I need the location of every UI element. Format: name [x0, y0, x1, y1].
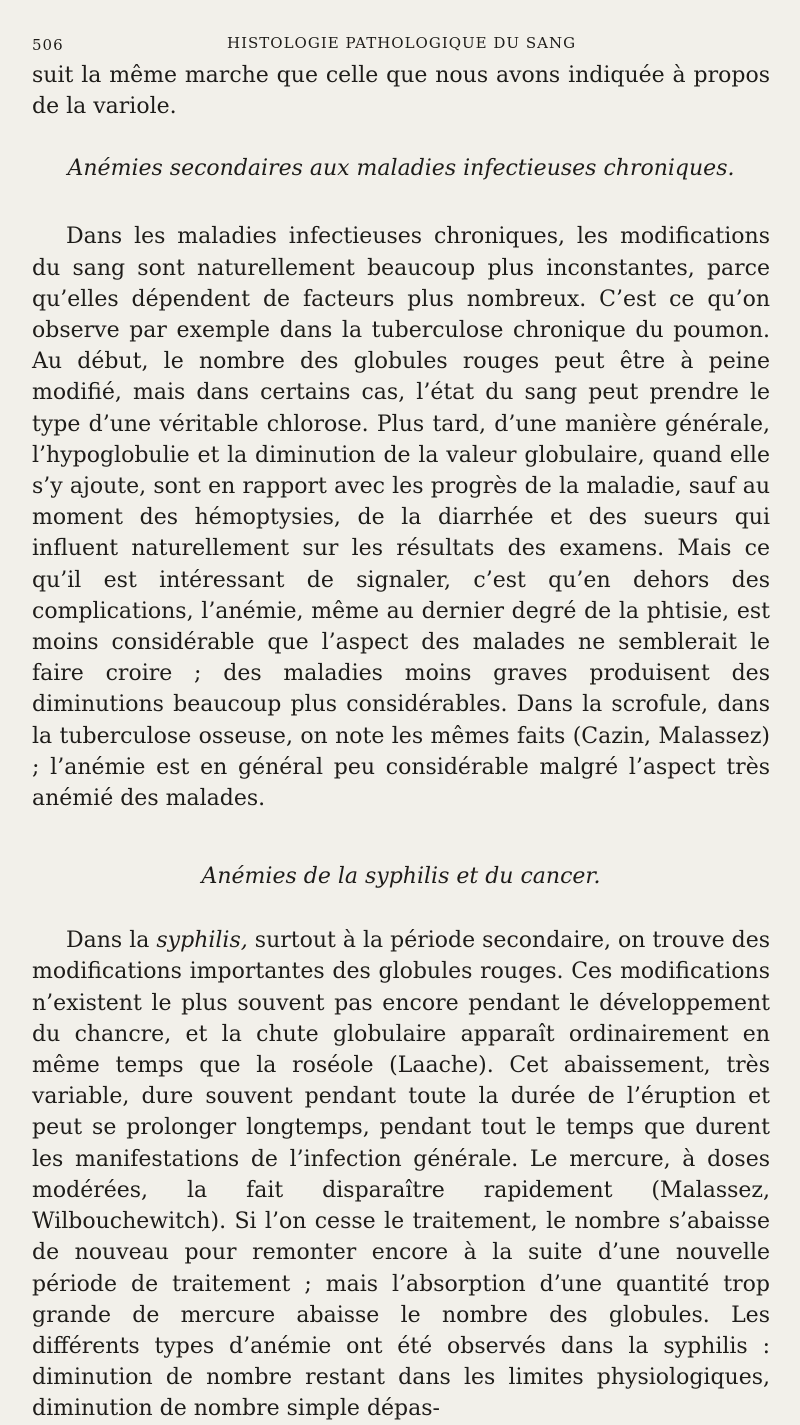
paragraph-syphilis-rest: surtout à la période secondaire, on trouve des modifications importantes des globules rouges. Ces modifications n’existent le plus souvent pas encore pendant le développement du chancre, et la chute globulaire apparaît ordinairement en même temps que la roséole (Laache). Cet abaissement, très variable, dure souvent pendant toute la durée de l’éruption et peut se prolonger longtemps, pendant tout le temps que durent les manifestations de l’infection générale. Le mercure, à doses modérées, la fait disparaître rapidement (Malassez, Wilbouchewitch). Si l’on cesse le traitement, le nombre s’abaisse de nouveau pour remonter encore à la suite d’une nouvelle période de traitement ; mais l’absorption d’une quantité trop grande de mercure abaisse le nombre des globules. Les différents types d’anémie ont été observés dans la syphilis : diminution de nombre restant dans les limites physiologiques, diminution de nombre simple dépas-	[32, 928, 771, 1422]
running-title: HISTOLOGIE PATHOLOGIQUE DU SANG	[227, 34, 577, 52]
paragraph-chronic-infections: Dans les maladies infectieuses chroniques, les modifications du sang sont naturellement beaucoup plus inconstantes, parce qu’elles dépendent de facteurs plus nombreux. C’est ce qu’on observe par exemple dans la tuberculose chronique du poumon. Au début, le nombre des globules rouges peut être à peine modifié, mais dans certains cas, l’état du sang peut prendre le type d’une véritable chlorose. Plus tard, d’une manière générale, l’hypoglobulie et la diminution de la valeur globulaire, quand elle s’y ajoute, sont en rapport avec les progrès de la maladie, sauf au moment des hémoptysies, de la diarrhée et des sueurs qui influent naturellement sur les résultats des examens. Mais ce qu’il est intéressant de signaler, c’est qu’en dehors des complications, l’anémie, même au dernier degré de la phtisie, est moins considérable que l’aspect des malades ne semblerait le faire croire ; des maladies moins graves produisent des diminutions beaucoup plus considérables. Dans la scrofule, dans la tuberculose osseuse, on note les mêmes faits (Cazin, Malassez) ; l’anémie est en général peu considérable malgré l’aspect très anémié des malades.	[32, 224, 770, 812]
section-heading-syphilis-cancer: Anémies de la syphilis et du cancer.	[201, 864, 601, 890]
section-heading-chronic-infections: Anémies secondaires aux maladies infectieuses chroniques.	[67, 156, 735, 182]
syphilis-emphasis: syphilis,	[156, 928, 248, 954]
paragraph-syphilis-lead: Dans la	[66, 928, 157, 954]
page-number: 506	[32, 36, 64, 54]
continuation-paragraph: suit la même marche que celle que nous avons indiquée à propos de la variole.	[32, 63, 770, 120]
running-header	[32, 26, 770, 60]
paragraph-syphilis	[32, 925, 770, 1424]
